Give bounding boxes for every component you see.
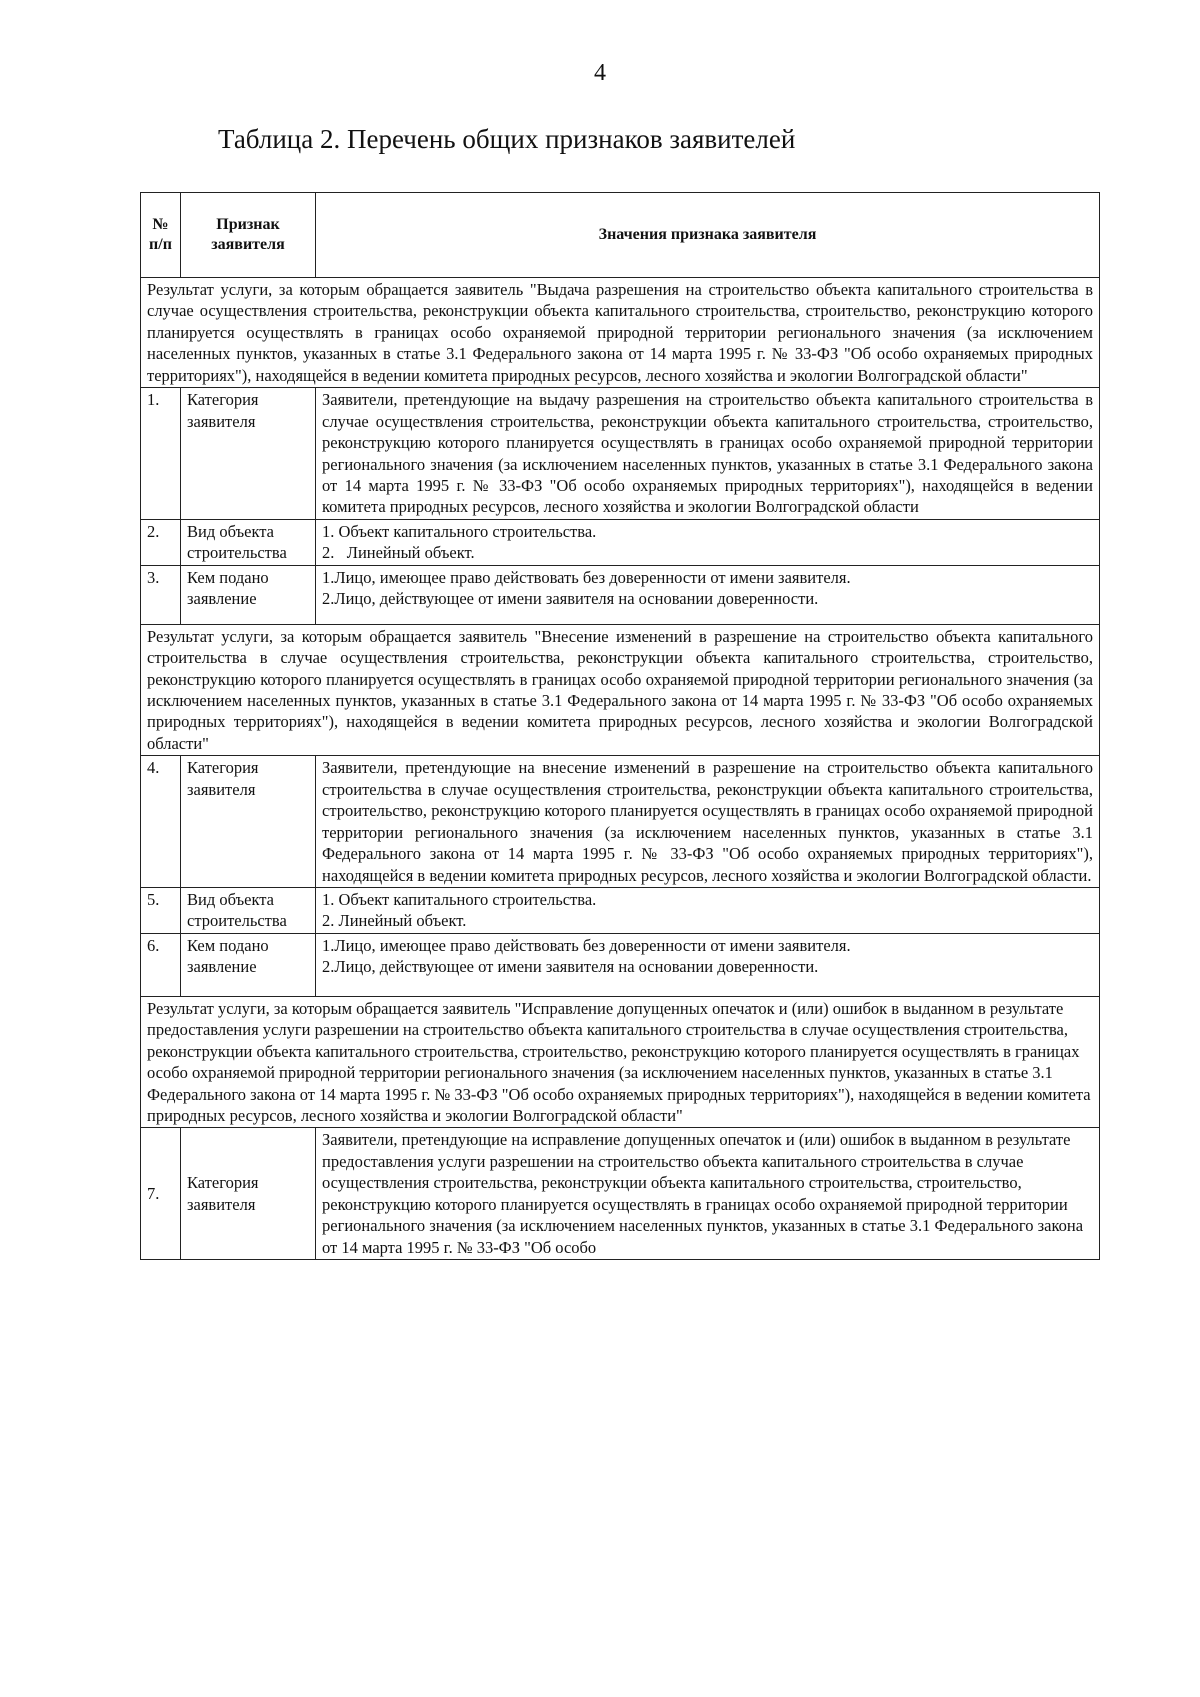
table-row — [141, 1128, 1100, 1260]
row-attr: Кем подано заявление — [181, 933, 316, 996]
table-row — [141, 756, 1100, 888]
applicant-attributes-table — [140, 192, 1100, 1260]
row-num: 5. — [141, 887, 181, 933]
section-title: Результат услуги, за которым обращается заявитель "Внесение изменений в разрешение на строительство объекта капитального строительства в случае осуществления строительства, реконструкции объекта капитального строительства, строительство, реконструкцию которого планируется осуществлять в границах особо охраняемой природной территории регионального значения (за исключением населенных пунктов, указанных в статье 3.1 Федерального закона от 14 марта 1995 г. № 33-ФЗ "Об особо охраняемых природных территориях"), находящейся в ведении комитета природных ресурсов, лесного хозяйства и экологии Волгоградской области" — [141, 624, 1100, 756]
value-line: Заявители, претендующие на внесение изменений в разрешение на строительство объекта капитального строительства в случае осуществления строительства, реконструкции объекта капитального строительства, строительство, реконструкцию которого планируется осуществлять в границах особо охраняемой природной территории регионального значения (за исключением населенных пунктов, указанных в статье 3.1 Федерального закона от 14 марта 1995 г. № 33-ФЗ "Об особо охраняемых природных территориях"), находящейся в ведении комитета природных ресурсов, лесного хозяйства и экологии Волгоградской области. — [322, 758, 1093, 885]
section-title: Результат услуги, за которым обращается заявитель "Выдача разрешения на строительство объекта капитального строительства в случае осуществления строительства, реконструкции объекта капитального строительства, строительство, реконструкцию которого планируется осуществлять в границах особо охраняемой природной территории регионального значения (за исключением населенных пунктов, указанных в статье 3.1 Федерального закона от 14 марта 1995 г. № 33-ФЗ "Об особо охраняемых природных территориях"), находящейся в ведении комитета природных ресурсов, лесного хозяйства и экологии Волгоградской области" — [141, 278, 1100, 388]
section-row — [141, 624, 1100, 756]
value-line: 2. Линейный объект. — [322, 911, 467, 931]
value-line: 1.Лицо, имеющее право действовать без доверенности от имени заявителя. — [322, 567, 851, 587]
row-values — [316, 565, 1100, 624]
row-num: 3. — [141, 565, 181, 624]
row-num: 6. — [141, 933, 181, 996]
row-num: 2. — [141, 519, 181, 565]
table-row — [141, 388, 1100, 520]
table-header-row — [141, 193, 1100, 278]
row-attr: Кем подано заявление — [181, 565, 316, 624]
row-attr: Вид объекта строительства — [181, 887, 316, 933]
row-values — [316, 933, 1100, 996]
row-attr: Категория заявителя — [181, 1128, 316, 1260]
header-values: Значения признака заявителя — [316, 193, 1100, 278]
row-values — [316, 388, 1100, 520]
table-title: Таблица 2. Перечень общих признаков заявителей — [218, 124, 796, 154]
header-attr: Признак заявителя — [181, 193, 316, 278]
table-row — [141, 887, 1100, 933]
value-line: Заявители, претендующие на исправление допущенных опечаток и (или) ошибок в выданном в результате предоставления услуги разрешении на строительство объекта капитального строительства в случае осуществления строительства, реконструкции объекта капитального строительства, строительство, реконструкцию которого планируется осуществлять в границах особо охраняемой природной территории регионального значения (за исключением населенных пунктов, указанных в статье 3.1 Федерального закона от 14 марта 1995 г. № 33-ФЗ "Об особо — [322, 1130, 1084, 1257]
header-num: № п/п — [141, 193, 181, 278]
value-line: 2. Линейный объект. — [322, 543, 475, 563]
row-values — [316, 756, 1100, 888]
value-line: 1. Объект капитального строительства. — [322, 889, 597, 909]
row-num: 7. — [141, 1128, 181, 1260]
row-attr: Категория заявителя — [181, 756, 316, 888]
table-row — [141, 565, 1100, 624]
row-values — [316, 1128, 1100, 1260]
row-attr: Вид объекта строительства — [181, 519, 316, 565]
section-title: Результат услуги, за которым обращается заявитель "Исправление допущенных опечаток и (или) ошибок в выданном в результате предоставления услуги разрешении на строительство объекта капитального строительства в случае осуществления строительства, реконструкции объекта капитального строительства, строительство, реконструкцию которого планируется осуществлять в границах особо охраняемой природной территории регионального значения (за исключением населенных пунктов, указанных в статье 3.1 Федерального закона от 14 марта 1995 г. № 33-ФЗ "Об особо охраняемых природных территориях"), находящейся в ведении комитета природных ресурсов, лесного хозяйства и экологии Волгоградской области" — [141, 996, 1100, 1128]
section-row — [141, 278, 1100, 388]
row-num: 1. — [141, 388, 181, 520]
section-row — [141, 996, 1100, 1128]
value-line: 2.Лицо, действующее от имени заявителя на основании доверенности. — [322, 957, 819, 977]
value-line: 1.Лицо, имеющее право действовать без доверенности от имени заявителя. — [322, 935, 851, 955]
row-attr: Категория заявителя — [181, 388, 316, 520]
table-row — [141, 933, 1100, 996]
row-values — [316, 519, 1100, 565]
page-number: 4 — [594, 60, 606, 86]
table-row — [141, 519, 1100, 565]
value-line: 1. Объект капитального строительства. — [322, 521, 597, 541]
value-line: 2.Лицо, действующее от имени заявителя на основании доверенности. — [322, 589, 819, 609]
row-num: 4. — [141, 756, 181, 888]
row-values — [316, 887, 1100, 933]
value-line: Заявители, претендующие на выдачу разрешения на строительство объекта капитального строительства в случае осуществления строительства, реконструкции объекта капитального строительства, строительство, реконструкцию которого планируется осуществлять в границах особо охраняемой природной территории регионального значения (за исключением населенных пунктов, указанных в статье 3.1 Федерального закона от 14 марта 1995 г. № 33-ФЗ "Об особо охраняемых природных территориях"), находящейся в ведении комитета природных ресурсов, лесного хозяйства и экологии Волгоградской области — [322, 390, 1093, 517]
